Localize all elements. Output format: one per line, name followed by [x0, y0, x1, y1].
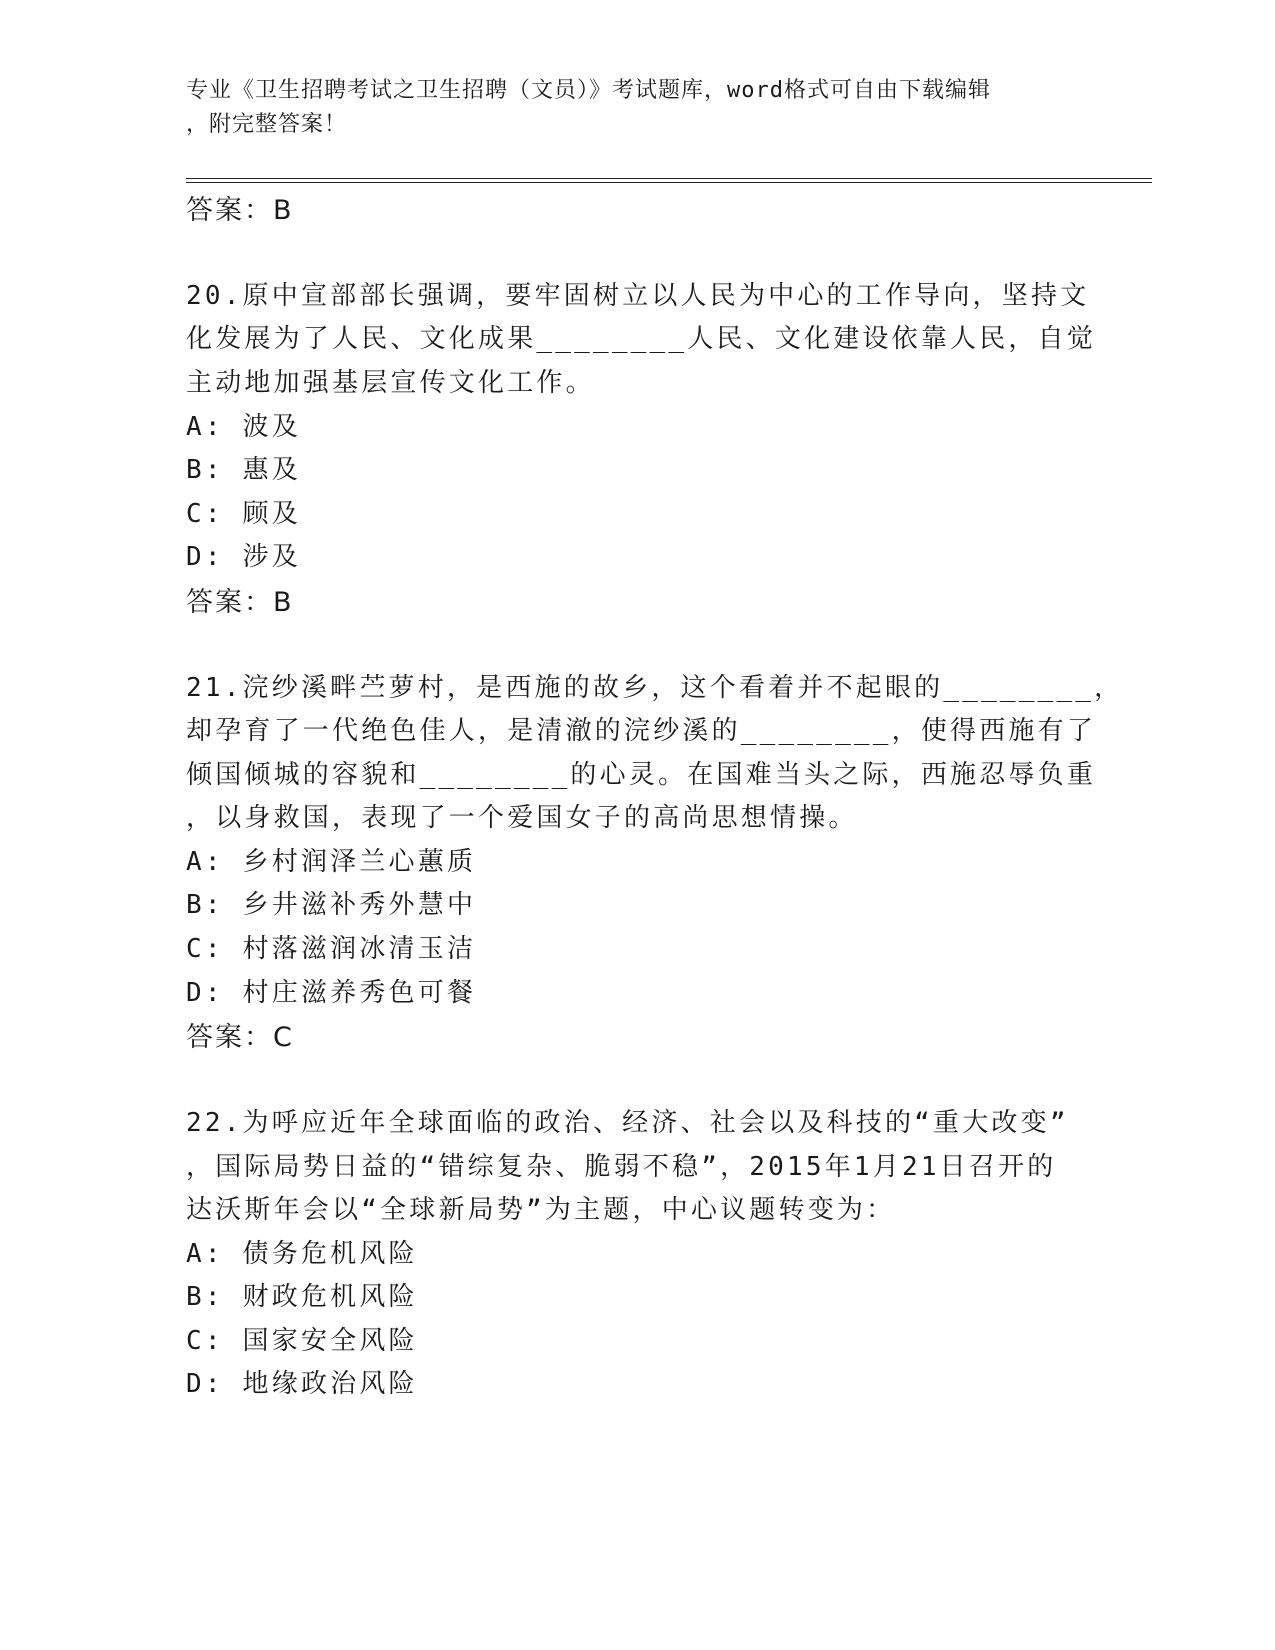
option-a: A: 波及	[186, 412, 301, 442]
option-c: C: 顾及	[186, 499, 301, 529]
question-stem-line: 21.浣纱溪畔苎萝村，是西施的故乡，这个看着并不起眼的________，	[186, 673, 1124, 703]
question-stem-line: ，以身救国，表现了一个爱国女子的高尚思想情操。	[186, 803, 858, 833]
page-header	[186, 74, 1086, 142]
answer-q21: 答案：C	[186, 1022, 294, 1053]
option-c: C: 村落滋润冰清玉洁	[186, 934, 477, 964]
option-c: C: 国家安全风险	[186, 1326, 418, 1356]
question-stem-line: 达沃斯年会以“全球新局势”为主题，中心议题转变为：	[186, 1195, 896, 1225]
header-divider-top	[186, 178, 1152, 179]
question-stem-line: 却孕育了一代绝色佳人，是清澈的浣纱溪的________，使得西施有了	[186, 716, 1097, 746]
header-divider-bottom	[186, 182, 1152, 183]
option-d: D: 村庄滋养秀色可餐	[186, 978, 477, 1008]
question-stem-line: 22.为呼应近年全球面临的政治、经济、社会以及科技的“重大改变”	[186, 1108, 1069, 1138]
answer-q19: 答案：B	[186, 195, 294, 226]
question-stem-line: 倾国倾城的容貌和________的心灵。在国难当头之际，西施忍辱负重	[186, 760, 1097, 790]
option-b: B: 惠及	[186, 455, 301, 485]
question-stem-line: 化发展为了人民、文化成果________人民、文化建设依靠人民，自觉	[186, 324, 1097, 354]
answer-q20: 答案：B	[186, 587, 294, 618]
option-b: B: 乡井滋补秀外慧中	[186, 890, 477, 920]
question-stem-line: 主动地加强基层宣传文化工作。	[186, 368, 595, 398]
question-stem-line: ，国际局势日益的“错综复杂、脆弱不稳”，2015年1月21日召开的	[186, 1152, 1057, 1182]
question-stem-line: 20.原中宣部部长强调，要牢固树立以人民为中心的工作导向，坚持文	[186, 281, 1090, 311]
header-line-2: ，附完整答案！	[186, 112, 348, 137]
option-a: A: 乡村润泽兰心蕙质	[186, 847, 477, 877]
option-a: A: 债务危机风险	[186, 1239, 418, 1269]
option-d: D: 地缘政治风险	[186, 1369, 418, 1399]
header-line-1: 专业《卫生招聘考试之卫生招聘（文员）》考试题库，word格式可自由下载编辑	[186, 78, 991, 103]
option-d: D: 涉及	[186, 542, 301, 572]
option-b: B: 财政危机风险	[186, 1282, 418, 1312]
